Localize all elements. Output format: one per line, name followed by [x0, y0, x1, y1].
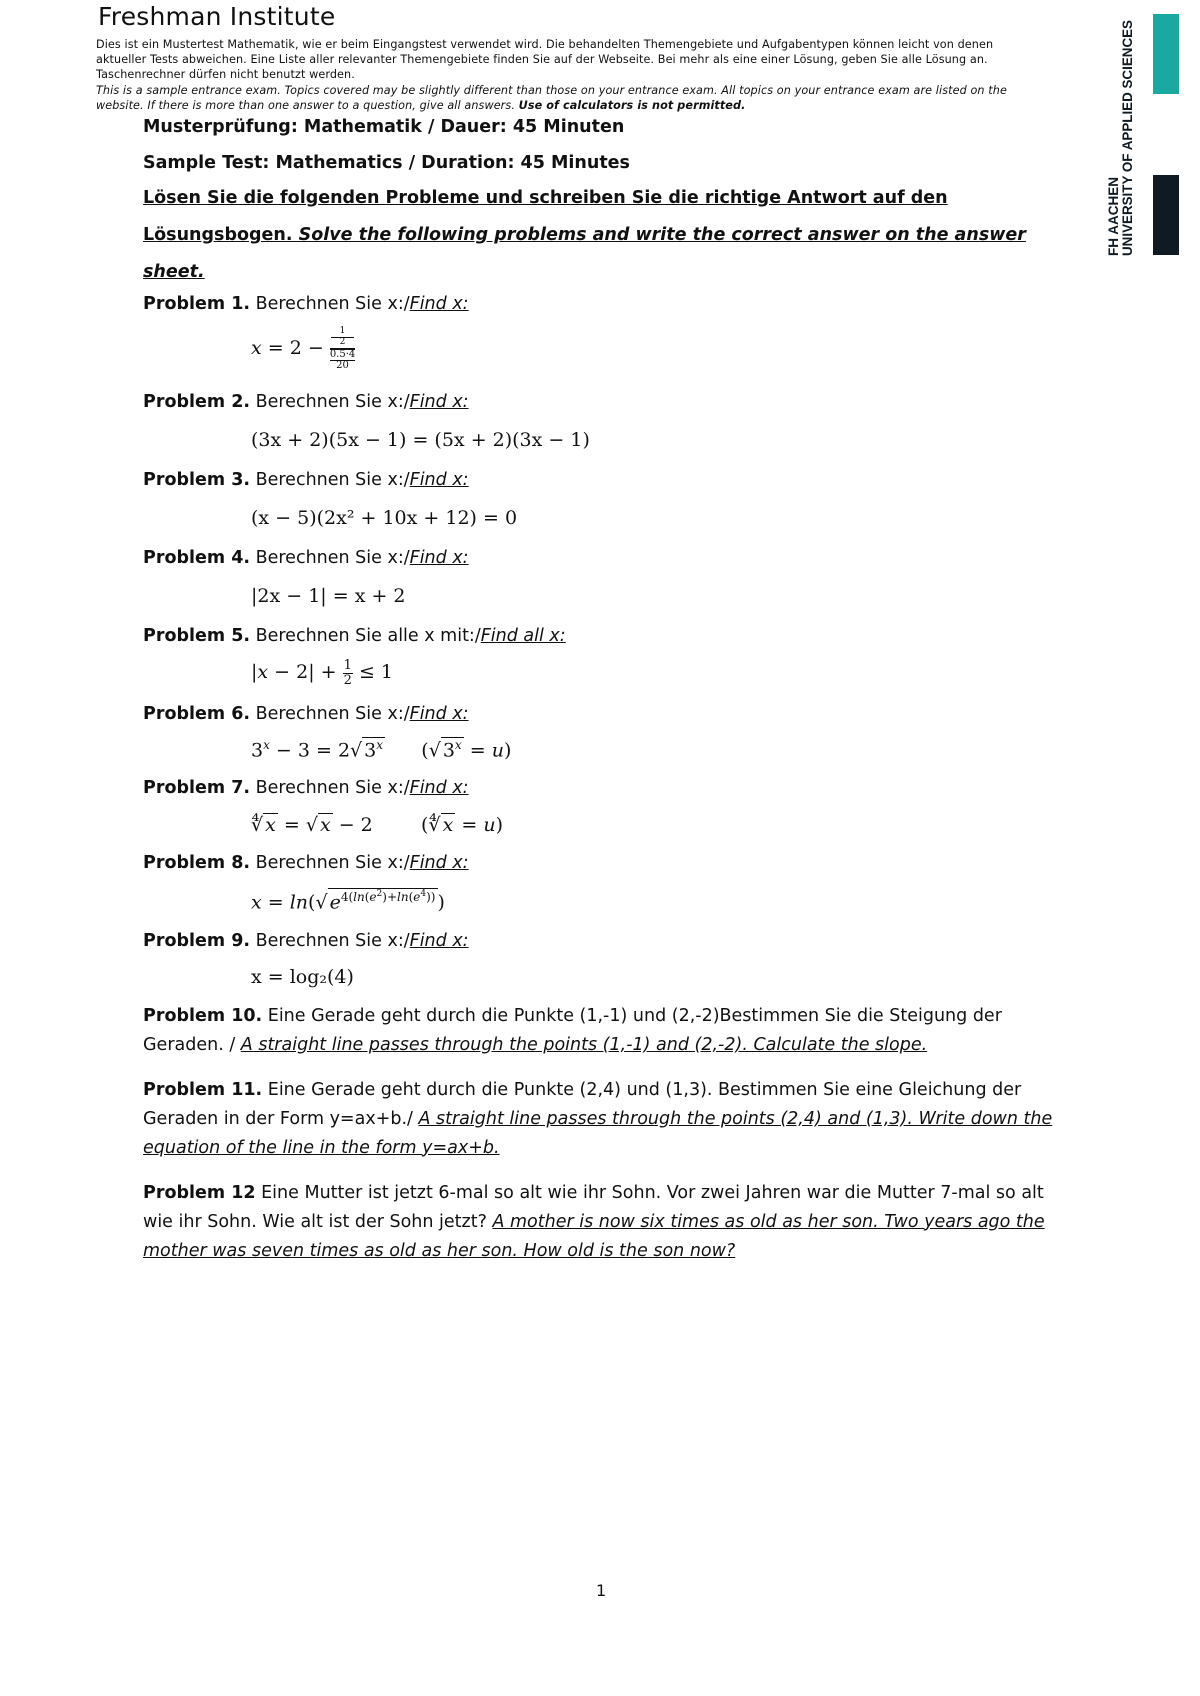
intro-german: Dies ist ein Mustertest Mathematik, wie er beim Eingangstest verwendet wird. Die behandelten Themengebiete und Aufgabentypen können leicht von denen aktueller Tests abweichen. Eine Liste aller relevanter Themengebiete finden Sie auf der Webseite. Bei mehr als eine einer Lösung, geben Sie alle Lösung an. Taschenrechner dürfen nicht benutzt werden.	[96, 38, 994, 82]
page-number: 1	[596, 1581, 607, 1600]
intro-english: This is a sample entrance exam. Topics covered may be slightly different than those on your entrance exam. All topics on your entrance exam are listed on the website. If there is more than one answer to a question, give all answers. Use of calculators is not permitted.	[96, 83, 1007, 112]
problem-10: Problem 10. Eine Gerade geht durch die Punkte (1,-1) und (2,-2)Bestimmen Sie die Steigung der Geraden. / A straight line passes through the points (1,-1) and (2,-2). Calculate the slope.	[143, 1005, 1002, 1055]
problem-2-label: Problem 2. Berechnen Sie x:/Find x:	[143, 392, 469, 412]
problem-9-formula: x = log₂(4)	[251, 965, 354, 988]
problem-1-formula: x = 2 − 1 2 0.5·4 20	[251, 326, 356, 371]
title-german: Musterprüfung: Mathematik / Dauer: 45 Minuten	[143, 117, 625, 137]
intro-paragraph	[96, 37, 1036, 113]
title-english: Sample Test: Mathematics / Duration: 45 Minutes	[143, 153, 630, 173]
problem-1-label: Problem 1. Berechnen Sie x:/Find x:	[143, 294, 469, 314]
problem-3-formula: (x − 5)(2x² + 10x + 12) = 0	[251, 507, 518, 529]
problem-8-label: Problem 8. Berechnen Sie x:/Find x:	[143, 853, 469, 874]
calculator-note: Use of calculators is not permitted.	[518, 98, 746, 112]
problem-12: Problem 12 Eine Mutter ist jetzt 6-mal so alt wie ihr Sohn. Vor zwei Jahren war die Mutter 7-mal so alt wie ihr Sohn. Wie alt ist der Sohn jetzt? A mother is now six times as old as her son. Two years ago the mother was seven times as old as her son. How old is the son now?	[143, 1182, 1045, 1261]
problem-3-label: Problem 3. Berechnen Sie x:/Find x:	[143, 470, 469, 490]
logo-dark-bar	[1153, 175, 1179, 255]
institute-name: Freshman Institute	[98, 2, 336, 31]
problem-7-formula: ∜ x = √ x − 2 (∜ x = u)	[251, 814, 503, 837]
problem-6-formula: $3^x - 3 = 2√$ 3$^x$ (√ $3^x = u$)	[251, 738, 512, 762]
logo-line-2: UNIVERSITY OF APPLIED SCIENCES	[1120, 18, 1135, 256]
problem-6-label: Problem 6. Berechnen Sie x:/Find x:	[143, 704, 469, 724]
problem-8-formula: x = ln(√ $e^{4(ln(e^2)+ln(e^4))}$ )	[251, 889, 445, 914]
logo-teal-bar	[1153, 14, 1179, 94]
problem-5-label: Problem 5. Berechnen Sie alle x mit:/Find all x:	[143, 626, 566, 646]
problem-5-formula: |x − 2| + $\frac{1}{2}$ ≤ 1	[251, 658, 393, 688]
instructions: Lösen Sie die folgenden Probleme und schreiben Sie die richtige Antwort auf den Lösungsbogen. Solve the following problems and write the correct answer on the answer sheet.	[143, 188, 1026, 282]
problem-4-label: Problem 4. Berechnen Sie x:/Find x:	[143, 548, 469, 568]
problem-9-label: Problem 9. Berechnen Sie x:/Find x:	[143, 930, 469, 951]
problem-2-formula: (3x + 2)(5x − 1) = (5x + 2)(3x − 1)	[251, 429, 590, 451]
problem-4-formula: |2x − 1| = x + 2	[251, 585, 406, 607]
problem-7-label: Problem 7. Berechnen Sie x:/Find x:	[143, 778, 469, 799]
fh-aachen-logo-text	[1108, 10, 1134, 256]
logo-line-1: FH AACHEN	[1106, 177, 1121, 256]
exam-content	[143, 114, 1063, 1266]
problem-11: Problem 11. Eine Gerade geht durch die Punkte (2,4) und (1,3). Bestimmen Sie eine Gleichung der Geraden in der Form y=ax+b./ A straight line passes through the points (2,4) and (1,3). Write down the equation of the line in the form y=ax+b.	[143, 1079, 1053, 1158]
